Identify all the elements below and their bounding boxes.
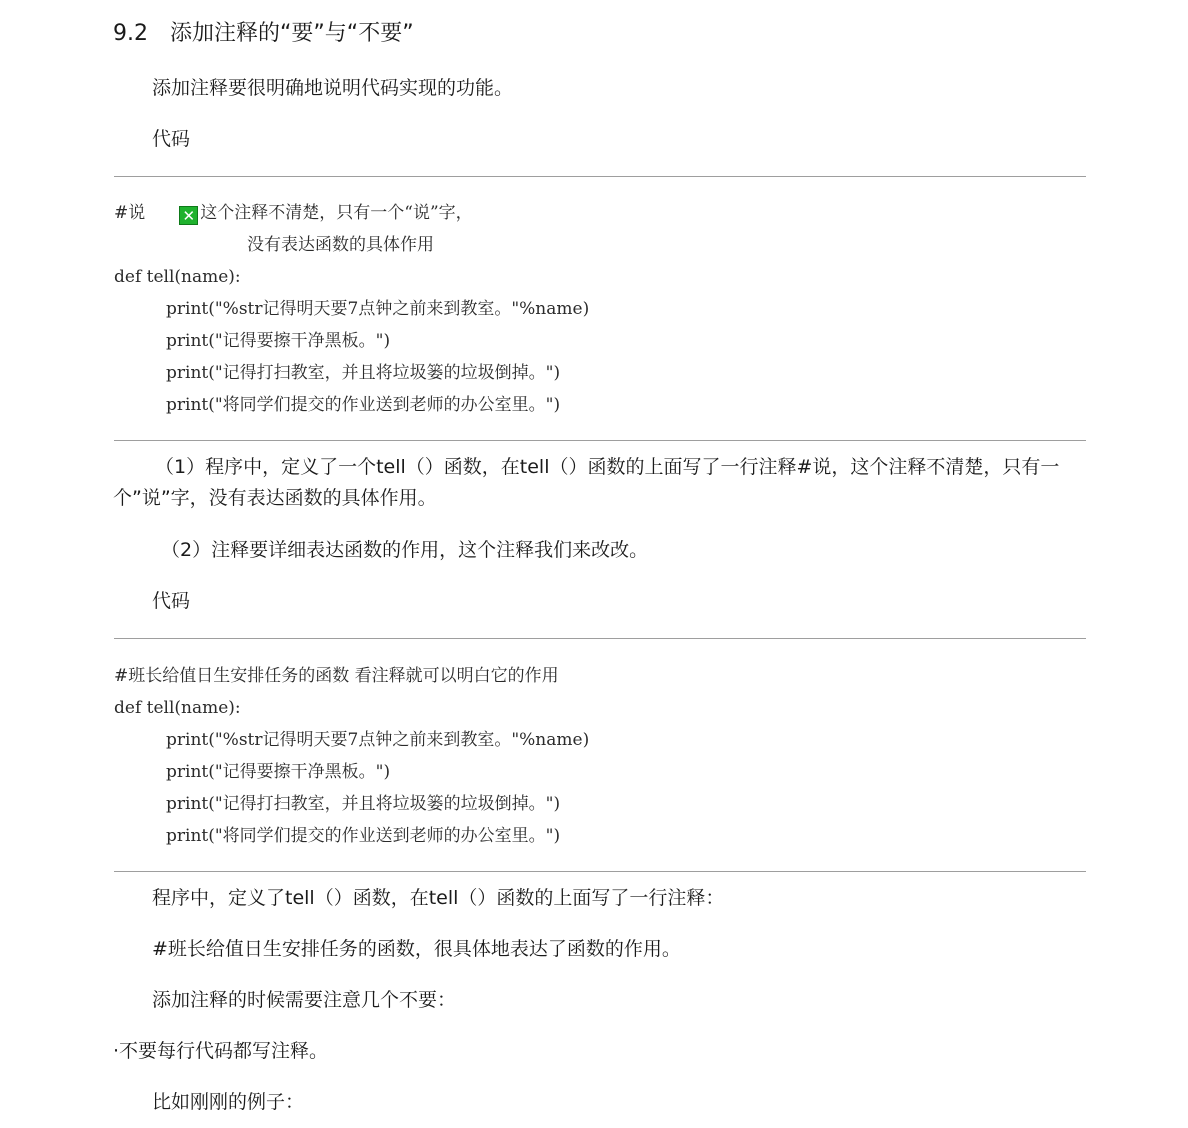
code1-comment-text: 这个注释不清楚，只有一个“说”字， [200,203,473,223]
section-heading [113,18,414,50]
code1-line-4: print("将同学们提交的作业送到老师的办公室里。") [166,395,561,415]
after-paragraph-3: 添加注释的时候需要注意几个不要： [152,989,457,1011]
code1-line-3: print("记得打扫教室，并且将垃圾篓的垃圾倒掉。") [166,363,561,383]
code-block-2-bottom-rule [114,871,1086,872]
code2-line-4: print("将同学们提交的作业送到老师的办公室里。") [166,826,561,846]
after-paragraph-1: 程序中，定义了tell（）函数，在tell（）函数的上面写了一行注释： [152,887,725,909]
intro-paragraph: 添加注释要很明确地说明代码实现的功能。 [152,77,514,99]
code1-comment-continuation: 没有表达函数的具体作用 [247,235,434,255]
after-paragraph-4: 比如刚刚的例子： [152,1091,305,1113]
code2-line-2: print("记得要擦干净黑板。") [166,762,391,782]
cross-mark-icon: ✕ [179,206,198,225]
code2-def-line: def tell(name): [114,698,241,718]
code-label-2: 代码 [152,590,191,612]
code1-comment-line [114,197,473,229]
code-block-1-top-rule [114,176,1086,177]
code2-comment-line: #班长给值日生安排任务的函数 看注释就可以明白它的作用 [114,666,559,686]
code1-comment-prefix: #说 [114,203,146,223]
section-number: 9.2 [113,21,148,46]
explanation-paragraph-1: （1）程序中，定义了一个tell（）函数，在tell（）函数的上面写了一行注释#说，这个注释不清楚，只有一个”说”字，没有表达函数的具体作用。 [113,456,1060,509]
bullet-item-1: ·不要每行代码都写注释。 [113,1040,329,1062]
code2-line-1: print("%str记得明天要7点钟之前来到教室。"%name) [166,730,590,750]
section-title: 添加注释的“要”与“不要” [170,21,414,46]
code1-line-1: print("%str记得明天要7点钟之前来到教室。"%name) [166,299,590,319]
code1-def-line: def tell(name): [114,267,241,287]
code-block-1-bottom-rule [114,440,1086,441]
code-block-2-top-rule [114,638,1086,639]
explanation-paragraph-2: （2）注释要详细表达函数的作用，这个注释我们来改改。 [161,539,649,561]
code-label-1: 代码 [152,128,191,150]
code1-line-2: print("记得要擦干净黑板。") [166,331,391,351]
code2-line-3: print("记得打扫教室，并且将垃圾篓的垃圾倒掉。") [166,794,561,814]
after-paragraph-2: #班长给值日生安排任务的函数，很具体地表达了函数的作用。 [152,938,681,960]
